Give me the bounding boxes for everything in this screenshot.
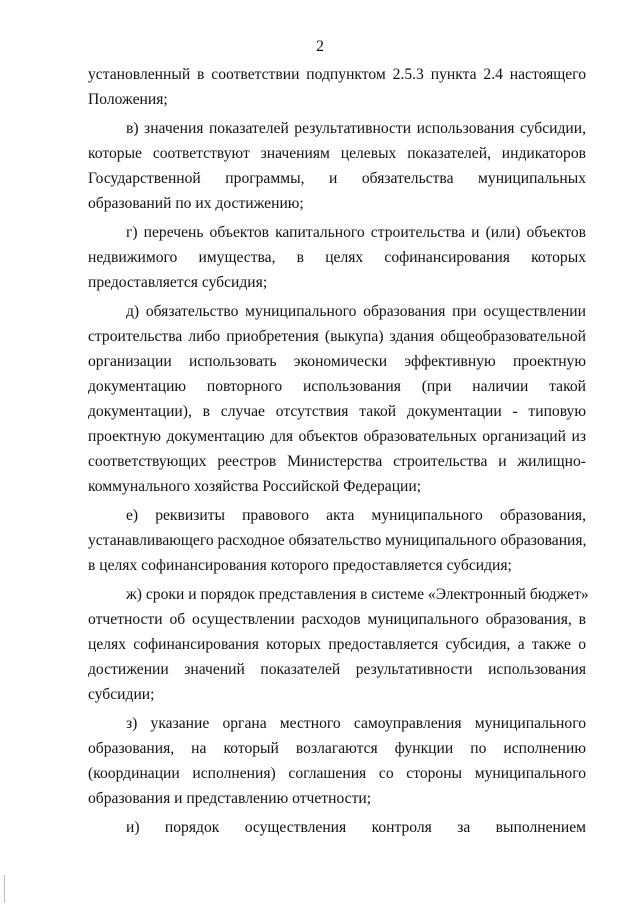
text-line: строительства либо приобретения (выкупа) здания общеобразовательной: [88, 328, 586, 345]
paragraph: [88, 582, 589, 707]
paragraph: [88, 116, 586, 216]
document-body: [88, 62, 589, 844]
paragraph: [88, 815, 586, 840]
text-line: в целях софинансирования которого предоставляется субсидия;: [88, 557, 512, 574]
text-line: коммунального хозяйства Российской Федерации;: [88, 478, 422, 495]
text-line: отчетности об осуществлении расходов муниципального образования, в: [88, 611, 586, 628]
text-line: образования, на который возлагаются функции по исполнению: [88, 740, 586, 757]
text-line: Государственной программы, и обязательства муниципальных: [88, 170, 586, 187]
paragraph: [88, 299, 586, 499]
text-line: Положения;: [88, 91, 168, 108]
text-line: и) порядок осуществления контроля за выполнением: [126, 819, 586, 836]
text-line: документации), в случае отсутствия такой документации - типовую: [88, 403, 586, 420]
text-line: д) обязательство муниципального образования при осуществлении: [126, 303, 586, 320]
page-number: 2: [316, 38, 324, 55]
paragraph: [88, 62, 586, 112]
paragraph: [88, 220, 586, 295]
text-line: (координации исполнения) соглашения со стороны муниципального: [88, 765, 586, 782]
text-line: предоставляется субсидия;: [88, 274, 268, 291]
text-line: в) значения показателей результативности использования субсидии,: [126, 120, 586, 137]
text-line: субсидии;: [88, 686, 155, 703]
text-line: з) указание органа местного самоуправления муниципального: [126, 715, 586, 732]
text-line: образований по их достижению;: [88, 195, 304, 212]
text-line: недвижимого имущества, в целях софинансирования которых: [88, 249, 586, 266]
text-line: целях софинансирования которых предоставляется субсидия, а также о: [88, 636, 586, 653]
text-line: ж) сроки и порядок представления в системе «Электронный бюджет»: [126, 586, 589, 603]
text-line: организации использовать экономически эффективную проектную: [88, 353, 586, 370]
text-line: устанавливающего расходное обязательство муниципального образования,: [88, 532, 587, 549]
paragraph: [88, 503, 586, 578]
text-line: достижении значений показателей результативности использования: [88, 661, 586, 678]
text-line: установленный в соответствии подпунктом 2.5.3 пункта 2.4 настоящего: [88, 66, 586, 83]
text-line: г) перечень объектов капитального строительства и (или) объектов: [126, 224, 586, 241]
text-line: е) реквизиты правового акта муниципального образования,: [126, 507, 586, 524]
text-line: образования и представлению отчетности;: [88, 790, 372, 807]
scan-edge-mark: [4, 875, 5, 903]
text-line: которые соответствуют значениям целевых показателей, индикаторов: [88, 145, 586, 162]
paragraph: [88, 711, 586, 811]
text-line: документацию повторного использования (при наличии такой: [88, 378, 586, 395]
text-line: соответствующих реестров Министерства строительства и жилищно-: [88, 453, 586, 470]
text-line: проектную документацию для объектов образовательных организаций из: [88, 428, 586, 445]
